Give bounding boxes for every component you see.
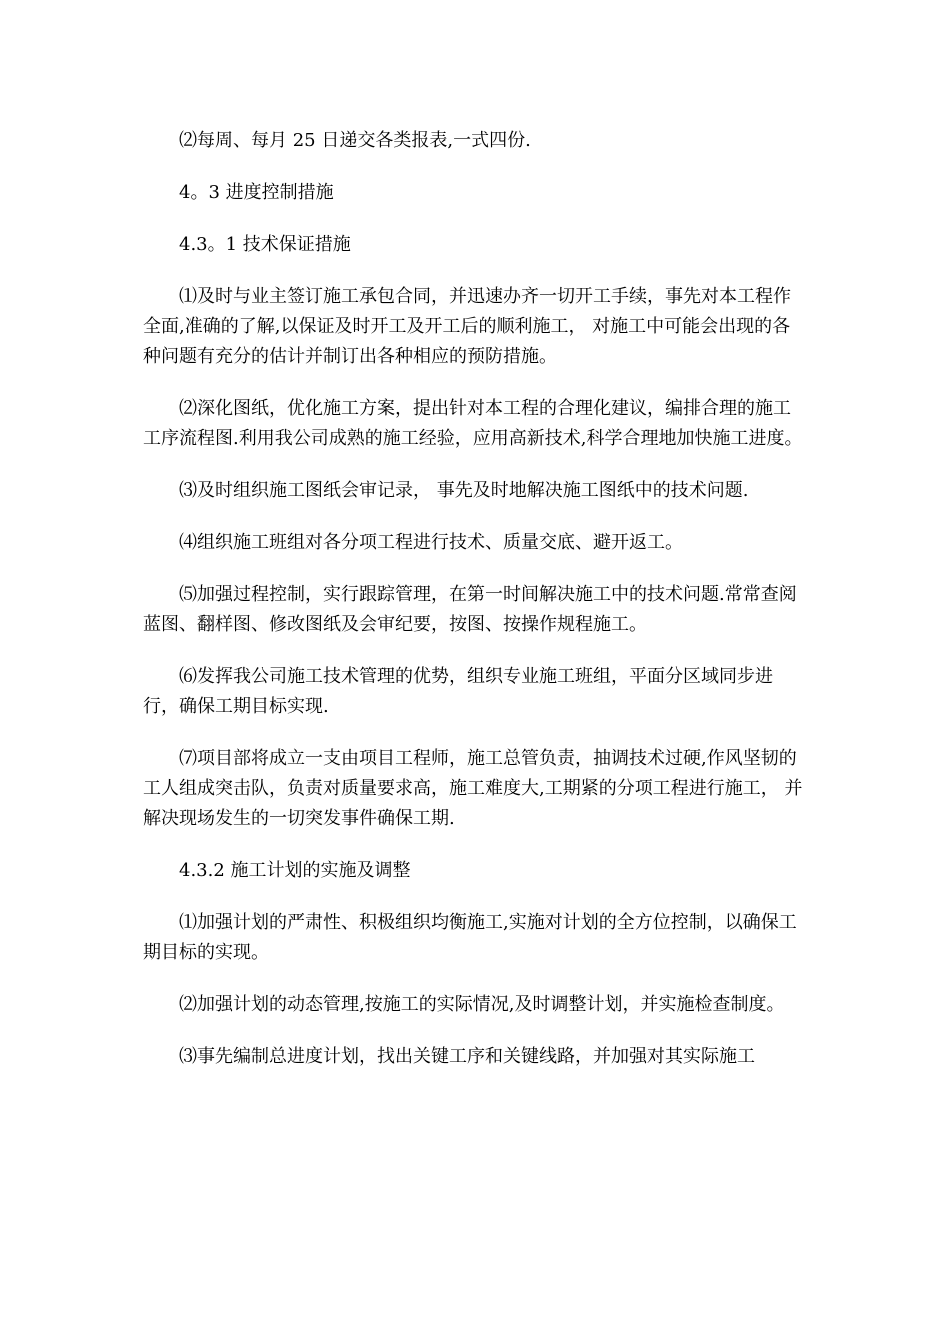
paragraph-item-1: ⑴及时与业主签订施工承包合同，并迅速办齐一切开工手续，事先对本工程作全面,准确的了解,以保证及时开工及开工后的顺利施工， 对施工中可能会出现的各种问题有充分的估计并制订出各种相应的预防措施。 xyxy=(143,286,791,367)
document-body xyxy=(143,126,808,1094)
paragraph-plan-item-2: ⑵加强计划的动态管理,按施工的实际情况,及时调整计划，并实施检查制度。 xyxy=(179,994,785,1015)
paragraph-report-submission: ⑵每周、每月 25 日递交各类报表,一式四份. xyxy=(179,130,531,151)
paragraph-plan-item-3: ⑶事先编制总进度计划，找出关键工序和关键线路，并加强对其实际施工 xyxy=(179,1046,755,1067)
subsection-heading-4-3-1: 4.3。1 技术保证措施 xyxy=(179,234,351,255)
paragraph-plan-item-1: ⑴加强计划的严肃性、积极组织均衡施工,实施对计划的全方位控制，以确保工期目标的实现。 xyxy=(143,912,797,963)
paragraph-item-5: ⑸加强过程控制，实行跟踪管理，在第一时间解决施工中的技术问题.常常查阅蓝图、翻样图、修改图纸及会审纪要，按图、按操作规程施工。 xyxy=(143,584,797,635)
subsection-heading-4-3-2: 4.3.2 施工计划的实施及调整 xyxy=(179,860,411,881)
paragraph-item-7: ⑺项目部将成立一支由项目工程师，施工总管负责，抽调技术过硬,作风坚韧的工人组成突击队，负责对质量要求高，施工难度大,工期紧的分项工程进行施工， 并解决现场发生的一切突发事件确保工期. xyxy=(143,748,803,829)
paragraph-item-2: ⑵深化图纸，优化施工方案，提出针对本工程的合理化建议，编排合理的施工工序流程图.利用我公司成熟的施工经验，应用高新技术,科学合理地加快施工进度。 xyxy=(143,398,803,449)
paragraph-item-6: ⑹发挥我公司施工技术管理的优势，组织专业施工班组，平面分区域同步进行，确保工期目标实现. xyxy=(143,666,773,717)
paragraph-item-4: ⑷组织施工班组对各分项工程进行技术、质量交底、避开返工。 xyxy=(179,532,683,553)
paragraph-item-3: ⑶及时组织施工图纸会审记录， 事先及时地解决施工图纸中的技术问题. xyxy=(179,480,749,501)
section-heading-4-3: 4。3 进度控制措施 xyxy=(179,182,334,203)
